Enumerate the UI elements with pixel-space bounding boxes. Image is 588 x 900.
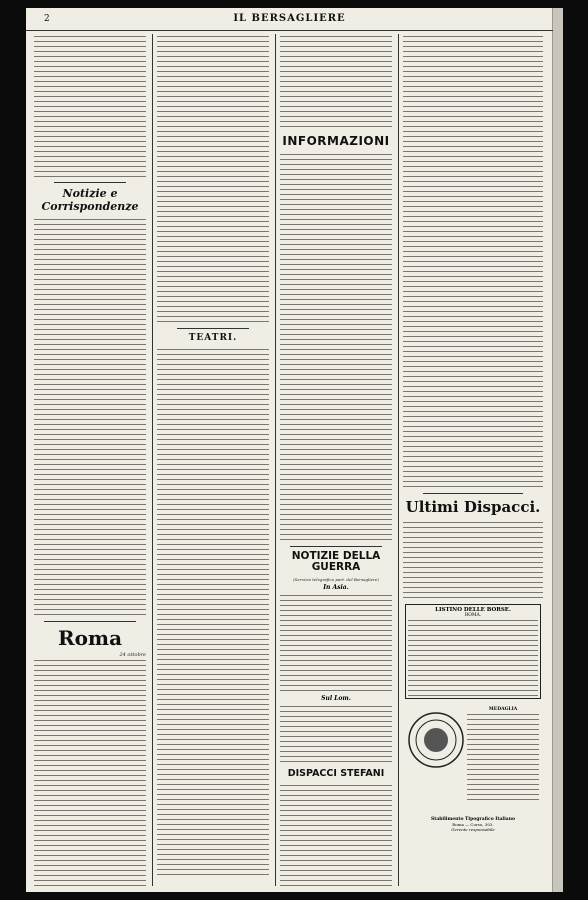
imprint-line-3: Gerente responsabile <box>451 827 495 832</box>
divider <box>54 182 126 183</box>
text-block <box>280 152 392 542</box>
subtitle-guerra: (Servizio telegrafico part. del Bersagliere) <box>293 577 379 582</box>
column-2 <box>157 34 269 888</box>
text-block <box>280 34 392 130</box>
listino-table <box>408 618 538 696</box>
column-4 <box>403 34 543 888</box>
text-block <box>280 783 392 888</box>
text-block <box>34 658 146 888</box>
text-block <box>280 704 392 764</box>
section-title-asia: In Asia. <box>323 584 349 591</box>
divider <box>290 546 382 547</box>
text-block <box>280 593 392 693</box>
section-title-dispacci-stefani: DISPACCI STEFANI <box>287 768 385 779</box>
column-rule <box>398 34 399 886</box>
text-block <box>34 34 146 179</box>
page-number: 2 <box>44 14 50 24</box>
masthead <box>26 8 553 31</box>
newspaper-page <box>26 8 563 892</box>
page-edge <box>552 8 563 892</box>
listino-title: LISTINO DELLE BORSE. <box>435 607 511 613</box>
imprint-line-1: Stabilimento Tipografico Italiano <box>431 817 515 822</box>
imprint-line-2: Roma — Corso, 303. <box>452 822 494 827</box>
divider <box>423 493 523 494</box>
text-block <box>157 347 269 877</box>
paper-name: IL BERSAGLIERE <box>233 13 346 24</box>
section-title-notizie: Notizie e Corrispondenze <box>41 187 139 213</box>
text-block <box>34 217 146 617</box>
column-1 <box>34 34 146 888</box>
medal-stamp-icon <box>407 711 465 769</box>
text-block <box>157 34 269 324</box>
advert-title: MEDAGLIA <box>488 707 518 712</box>
listino-box <box>405 604 541 699</box>
column-3 <box>280 34 392 888</box>
section-title-teatri: TEATRI. <box>188 333 238 343</box>
text-block <box>467 712 539 804</box>
section-title-roma: Roma <box>57 626 123 650</box>
divider <box>44 621 136 622</box>
listino-city: ROMA. <box>464 613 482 618</box>
section-title-sul-lom: Sul Lom. <box>321 695 351 702</box>
column-rule <box>275 34 276 886</box>
text-block <box>403 520 543 600</box>
advertisement <box>403 703 543 813</box>
text-block <box>403 34 543 489</box>
section-title-ultimi-dispacci: Ultimi Dispacci. <box>405 498 541 516</box>
column-rule <box>152 34 153 886</box>
section-title-informazioni: INFORMAZIONI <box>282 134 390 148</box>
divider <box>177 328 249 329</box>
section-title-notizie-guerra: NOTIZIE DELLA GUERRA <box>291 550 381 573</box>
advert-text <box>467 707 539 804</box>
dateline-roma: 24 ottobre <box>119 652 146 658</box>
